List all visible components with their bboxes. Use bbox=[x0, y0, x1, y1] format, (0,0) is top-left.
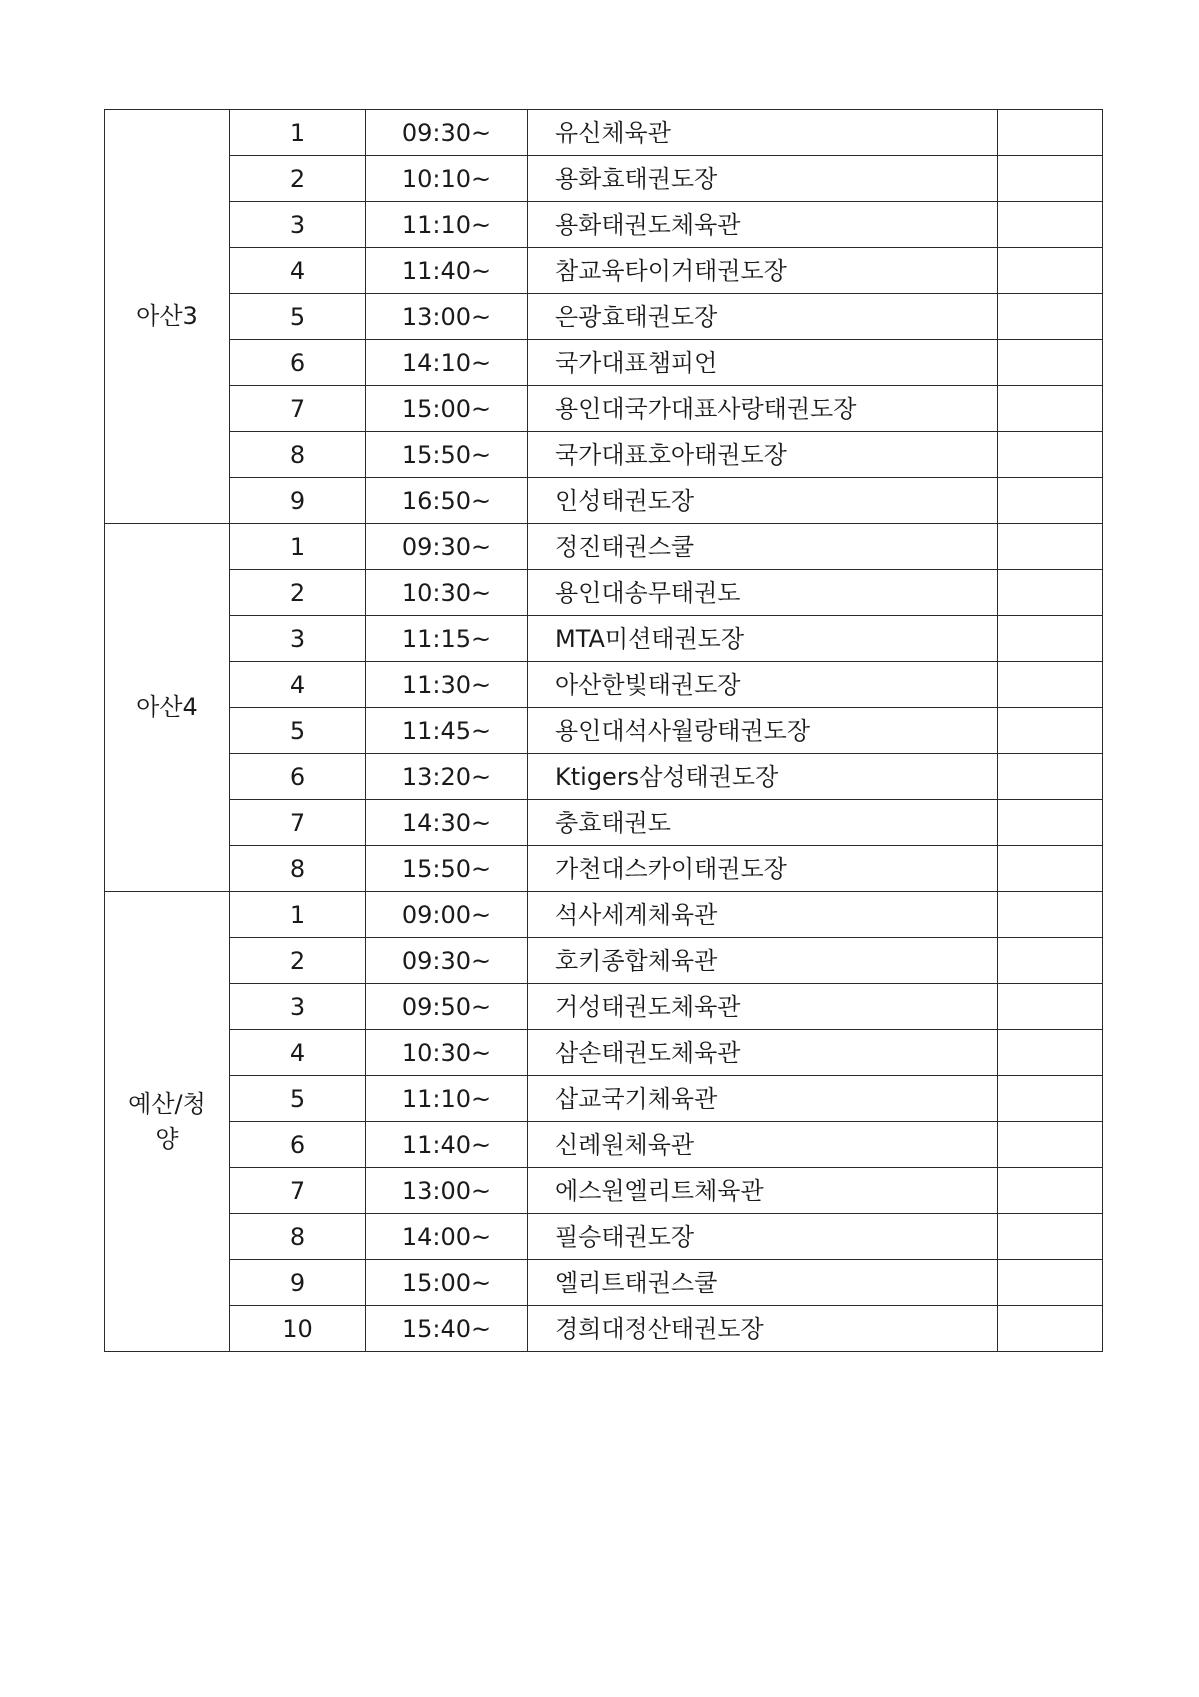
start-time-cell: 09:30~ bbox=[366, 110, 528, 156]
remarks-cell bbox=[998, 662, 1103, 708]
start-time-cell: 10:10~ bbox=[366, 156, 528, 202]
row-number-cell: 1 bbox=[230, 524, 366, 570]
table-row bbox=[105, 1260, 1103, 1306]
table-row bbox=[105, 1076, 1103, 1122]
table-row bbox=[105, 1168, 1103, 1214]
start-time-cell: 09:30~ bbox=[366, 524, 528, 570]
start-time-cell: 11:10~ bbox=[366, 202, 528, 248]
start-time-cell: 09:50~ bbox=[366, 984, 528, 1030]
table-row bbox=[105, 432, 1103, 478]
row-number-cell: 7 bbox=[230, 800, 366, 846]
start-time-cell: 15:40~ bbox=[366, 1306, 528, 1352]
remarks-cell bbox=[998, 1168, 1103, 1214]
row-number-cell: 6 bbox=[230, 340, 366, 386]
venue-name-cell: 용화효태권도장 bbox=[528, 156, 998, 202]
venue-name-cell: 용인대국가대표사랑태권도장 bbox=[528, 386, 998, 432]
table-row bbox=[105, 570, 1103, 616]
row-number-cell: 10 bbox=[230, 1306, 366, 1352]
row-number-cell: 2 bbox=[230, 570, 366, 616]
start-time-cell: 13:00~ bbox=[366, 294, 528, 340]
remarks-cell bbox=[998, 524, 1103, 570]
table-row bbox=[105, 386, 1103, 432]
remarks-cell bbox=[998, 1306, 1103, 1352]
row-number-cell: 2 bbox=[230, 156, 366, 202]
remarks-cell bbox=[998, 248, 1103, 294]
table-row bbox=[105, 1122, 1103, 1168]
row-number-cell: 8 bbox=[230, 432, 366, 478]
venue-name-cell: 삼손태권도체육관 bbox=[528, 1030, 998, 1076]
venue-name-cell: 가천대스카이태권도장 bbox=[528, 846, 998, 892]
venue-name-cell: 호키종합체육관 bbox=[528, 938, 998, 984]
table-row bbox=[105, 984, 1103, 1030]
row-number-cell: 4 bbox=[230, 662, 366, 708]
row-number-cell: 5 bbox=[230, 1076, 366, 1122]
venue-name-cell: 엘리트태권스쿨 bbox=[528, 1260, 998, 1306]
row-number-cell: 5 bbox=[230, 294, 366, 340]
remarks-cell bbox=[998, 340, 1103, 386]
row-number-cell: 3 bbox=[230, 616, 366, 662]
remarks-cell bbox=[998, 938, 1103, 984]
row-number-cell: 4 bbox=[230, 1030, 366, 1076]
venue-name-cell: 용인대송무태권도 bbox=[528, 570, 998, 616]
region-label: 아산3 bbox=[136, 302, 198, 331]
start-time-cell: 11:45~ bbox=[366, 708, 528, 754]
table-row bbox=[105, 110, 1103, 156]
start-time-cell: 09:30~ bbox=[366, 938, 528, 984]
remarks-cell bbox=[998, 570, 1103, 616]
venue-name-cell: 경희대정산태권도장 bbox=[528, 1306, 998, 1352]
region-label: 예산/청양 bbox=[128, 1089, 206, 1153]
venue-name-cell: 정진태권스쿨 bbox=[528, 524, 998, 570]
table-row bbox=[105, 1030, 1103, 1076]
start-time-cell: 15:00~ bbox=[366, 1260, 528, 1306]
row-number-cell: 9 bbox=[230, 478, 366, 524]
start-time-cell: 11:10~ bbox=[366, 1076, 528, 1122]
remarks-cell bbox=[998, 294, 1103, 340]
remarks-cell bbox=[998, 156, 1103, 202]
start-time-cell: 14:30~ bbox=[366, 800, 528, 846]
venue-name-cell: 석사세계체육관 bbox=[528, 892, 998, 938]
row-number-cell: 9 bbox=[230, 1260, 366, 1306]
row-number-cell: 8 bbox=[230, 1214, 366, 1260]
row-number-cell: 7 bbox=[230, 1168, 366, 1214]
remarks-cell bbox=[998, 616, 1103, 662]
start-time-cell: 13:20~ bbox=[366, 754, 528, 800]
remarks-cell bbox=[998, 202, 1103, 248]
venue-name-cell: MTA미션태권도장 bbox=[528, 616, 998, 662]
table-row bbox=[105, 616, 1103, 662]
start-time-cell: 13:00~ bbox=[366, 1168, 528, 1214]
venue-name-cell: 유신체육관 bbox=[528, 110, 998, 156]
table-row bbox=[105, 294, 1103, 340]
region-cell bbox=[105, 892, 230, 1352]
remarks-cell bbox=[998, 846, 1103, 892]
venue-name-cell: 삽교국기체육관 bbox=[528, 1076, 998, 1122]
table-row bbox=[105, 202, 1103, 248]
table-row bbox=[105, 846, 1103, 892]
start-time-cell: 09:00~ bbox=[366, 892, 528, 938]
venue-name-cell: 인성태권도장 bbox=[528, 478, 998, 524]
start-time-cell: 11:15~ bbox=[366, 616, 528, 662]
start-time-cell: 11:30~ bbox=[366, 662, 528, 708]
start-time-cell: 14:10~ bbox=[366, 340, 528, 386]
table-row bbox=[105, 524, 1103, 570]
start-time-cell: 11:40~ bbox=[366, 248, 528, 294]
venue-name-cell: 신례원체육관 bbox=[528, 1122, 998, 1168]
start-time-cell: 14:00~ bbox=[366, 1214, 528, 1260]
schedule-body bbox=[105, 110, 1103, 1352]
venue-name-cell: 충효태권도 bbox=[528, 800, 998, 846]
row-number-cell: 3 bbox=[230, 202, 366, 248]
remarks-cell bbox=[998, 386, 1103, 432]
row-number-cell: 8 bbox=[230, 846, 366, 892]
venue-name-cell: 아산한빛태권도장 bbox=[528, 662, 998, 708]
start-time-cell: 15:00~ bbox=[366, 386, 528, 432]
start-time-cell: 16:50~ bbox=[366, 478, 528, 524]
row-number-cell: 4 bbox=[230, 248, 366, 294]
venue-name-cell: Ktigers삼성태권도장 bbox=[528, 754, 998, 800]
venue-name-cell: 용인대석사월랑태권도장 bbox=[528, 708, 998, 754]
venue-name-cell: 거성태권도체육관 bbox=[528, 984, 998, 1030]
schedule-sheet bbox=[104, 109, 1103, 1352]
row-number-cell: 1 bbox=[230, 892, 366, 938]
remarks-cell bbox=[998, 984, 1103, 1030]
table-row bbox=[105, 340, 1103, 386]
table-row bbox=[105, 892, 1103, 938]
row-number-cell: 5 bbox=[230, 708, 366, 754]
venue-name-cell: 에스원엘리트체육관 bbox=[528, 1168, 998, 1214]
table-row bbox=[105, 662, 1103, 708]
table-row bbox=[105, 478, 1103, 524]
row-number-cell: 1 bbox=[230, 110, 366, 156]
remarks-cell bbox=[998, 800, 1103, 846]
start-time-cell: 15:50~ bbox=[366, 432, 528, 478]
remarks-cell bbox=[998, 708, 1103, 754]
remarks-cell bbox=[998, 478, 1103, 524]
venue-name-cell: 국가대표호아태권도장 bbox=[528, 432, 998, 478]
table-row bbox=[105, 1214, 1103, 1260]
remarks-cell bbox=[998, 432, 1103, 478]
remarks-cell bbox=[998, 1260, 1103, 1306]
remarks-cell bbox=[998, 110, 1103, 156]
venue-name-cell: 용화태권도체육관 bbox=[528, 202, 998, 248]
row-number-cell: 3 bbox=[230, 984, 366, 1030]
remarks-cell bbox=[998, 754, 1103, 800]
venue-name-cell: 필승태권도장 bbox=[528, 1214, 998, 1260]
region-cell bbox=[105, 110, 230, 524]
table-row bbox=[105, 938, 1103, 984]
row-number-cell: 2 bbox=[230, 938, 366, 984]
table-row bbox=[105, 1306, 1103, 1352]
table-row bbox=[105, 248, 1103, 294]
start-time-cell: 10:30~ bbox=[366, 570, 528, 616]
row-number-cell: 6 bbox=[230, 754, 366, 800]
remarks-cell bbox=[998, 1030, 1103, 1076]
row-number-cell: 6 bbox=[230, 1122, 366, 1168]
table-row bbox=[105, 800, 1103, 846]
venue-name-cell: 국가대표챔피언 bbox=[528, 340, 998, 386]
remarks-cell bbox=[998, 1214, 1103, 1260]
region-cell bbox=[105, 524, 230, 892]
row-number-cell: 7 bbox=[230, 386, 366, 432]
schedule-table bbox=[104, 109, 1103, 1352]
start-time-cell: 10:30~ bbox=[366, 1030, 528, 1076]
venue-name-cell: 참교육타이거태권도장 bbox=[528, 248, 998, 294]
remarks-cell bbox=[998, 1122, 1103, 1168]
table-row bbox=[105, 708, 1103, 754]
table-row bbox=[105, 156, 1103, 202]
table-row bbox=[105, 754, 1103, 800]
region-label: 아산4 bbox=[136, 693, 198, 722]
start-time-cell: 11:40~ bbox=[366, 1122, 528, 1168]
venue-name-cell: 은광효태권도장 bbox=[528, 294, 998, 340]
remarks-cell bbox=[998, 1076, 1103, 1122]
start-time-cell: 15:50~ bbox=[366, 846, 528, 892]
remarks-cell bbox=[998, 892, 1103, 938]
